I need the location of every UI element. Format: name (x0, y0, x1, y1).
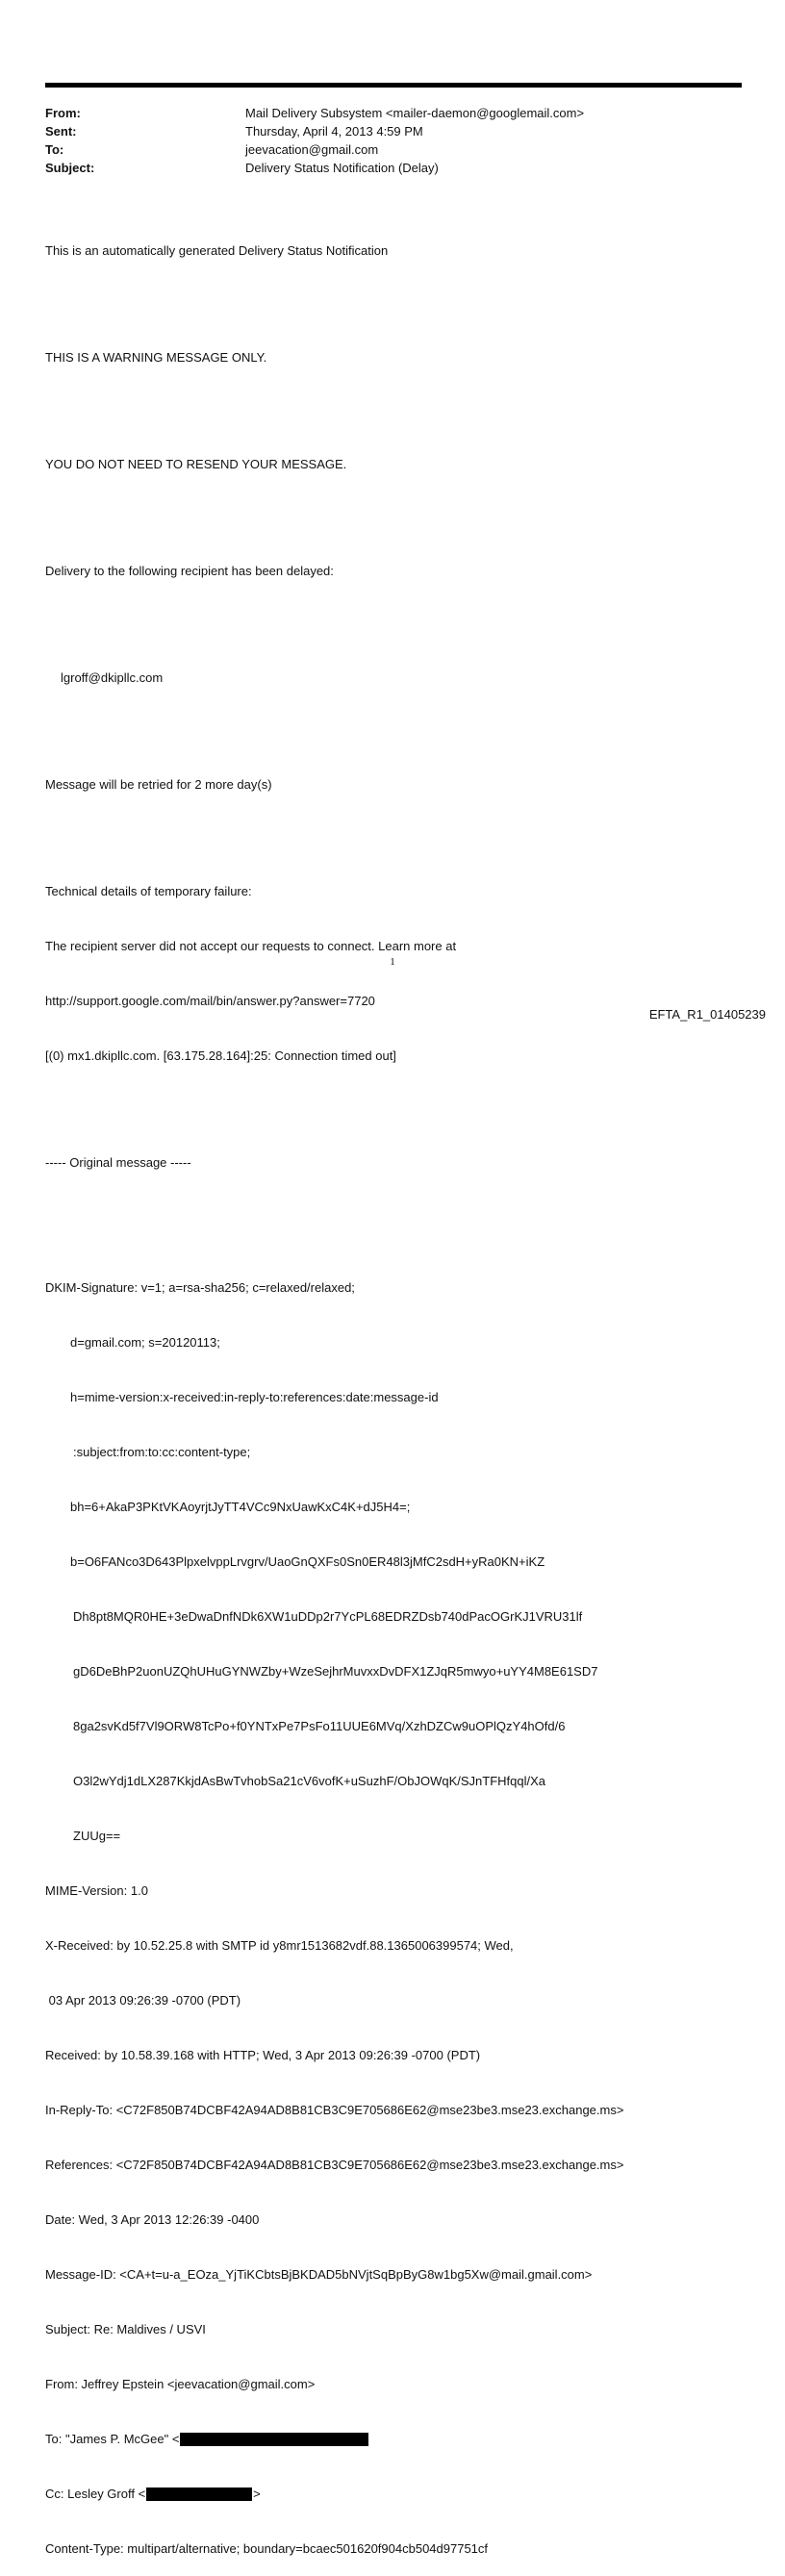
sent-row (45, 122, 738, 140)
content-type-line: Content-Type: multipart/alternative; boundary=bcaec501620f904cb504d97751cf (45, 2541, 489, 2556)
dkim-signature-line: O3l2wYdj1dLX287KkjdAsBwTvhobSa21cV6vofK+uSuzhF/ObJOWqK/SJnTFHfqql/Xa (73, 1774, 545, 1788)
original-from-line: From: Jeffrey Epstein <jeevacation@gmail.com> (45, 2377, 316, 2391)
cc-suffix: > (253, 2487, 261, 2501)
dkim-signature-line: gD6DeBhP2uonUZQhUHuGYNWZby+WzeSejhrMuvxxDvDFX1ZJqR5mwyo+uYY4M8E61SD7 (73, 1664, 598, 1679)
email-body (45, 205, 757, 2576)
x-received-line: 03 Apr 2013 09:26:39 -0700 (PDT) (45, 1993, 241, 2008)
from-value: Mail Delivery Subsystem <mailer-daemon@googlemail.com> (245, 106, 585, 120)
cc-prefix: Cc: Lesley Groff < (45, 2487, 146, 2501)
original-message-marker: ----- Original message ----- (45, 1155, 191, 1170)
header-divider (45, 83, 742, 88)
retry-text: Message will be retried for 2 more day(s) (45, 777, 272, 792)
from-label: From: (45, 106, 81, 120)
message-id-line: Message-ID: <CA+t=u-a_EOza_YjTiKCbtsBjBKDAD5bNVjtSqBpByG8w1bg5Xw@mail.gmail.com> (45, 2267, 593, 2282)
dkim-signature-line: ZUUg== (73, 1829, 121, 1843)
to-prefix: To: "James P. McGee" < (45, 2432, 180, 2446)
subject-row (45, 159, 738, 177)
redaction-box (146, 2488, 252, 2501)
dkim-signature-line: :subject:from:to:cc:content-type; (73, 1445, 251, 1459)
subject-label: Subject: (45, 161, 95, 175)
sent-value: Thursday, April 4, 2013 4:59 PM (245, 124, 423, 139)
redaction-box (180, 2433, 368, 2446)
from-row (45, 104, 738, 122)
dkim-signature-line: bh=6+AkaP3PKtVKAoyrjtJyTT4VCc9NxUawKxC4K+dJ5H4=; (70, 1500, 411, 1514)
tech-details-line: [(0) mx1.dkipllc.com. [63.175.28.164]:25: Connection timed out] (45, 1048, 396, 1063)
email-header (45, 104, 738, 177)
dkim-signature-line: d=gmail.com; s=20120113; (70, 1335, 220, 1350)
dkim-signature-line: 8ga2svKd5f7Vl9ORW8TcPo+f0YNTxPe7PsFo11UUE6MVq/XzhDZCw9uOPlQzY4hOfd/6 (73, 1719, 566, 1733)
to-value: jeevacation@gmail.com (245, 142, 379, 157)
received-line: Received: by 10.58.39.168 with HTTP; Wed, 3 Apr 2013 09:26:39 -0700 (PDT) (45, 2048, 481, 2062)
to-label: To: (45, 142, 64, 157)
dkim-signature-line: b=O6FANco3D643PlpxelvppLrvgrv/UaoGnQXFs0Sn0ER48l3jMfC2sdH+yRa0KN+iKZ (70, 1554, 545, 1569)
tech-details-line: The recipient server did not accept our requests to connect. Learn more at (45, 939, 457, 953)
dkim-signature-line: Dh8pt8MQR0HE+3eDwaDnfNDk6XW1uDDp2r7YcPL68EDRZDsb740dPacOGrKJ1VRU31lf (73, 1609, 583, 1624)
page-number: 1 (390, 956, 395, 968)
recipient-address: lgroff@dkipllc.com (61, 670, 164, 685)
document-id: EFTA_R1_01405239 (648, 1007, 766, 1022)
original-to-line (45, 2430, 757, 2448)
mime-version-line: MIME-Version: 1.0 (45, 1883, 148, 1898)
date-line: Date: Wed, 3 Apr 2013 12:26:39 -0400 (45, 2212, 260, 2227)
original-cc-line (45, 2485, 757, 2503)
tech-details-link: http://support.google.com/mail/bin/answer.py?answer=7720 (45, 994, 375, 1008)
dkim-signature-line: DKIM-Signature: v=1; a=rsa-sha256; c=relaxed/relaxed; (45, 1280, 355, 1295)
delayed-intro-text: Delivery to the following recipient has been delayed: (45, 564, 334, 578)
sent-label: Sent: (45, 124, 77, 139)
dkim-signature-line: h=mime-version:x-received:in-reply-to:references:date:message-id (70, 1390, 439, 1404)
references-line: References: <C72F850B74DCBF42A94AD8B81CB3C9E705686E62@mse23be3.mse23.exchange.ms> (45, 2158, 624, 2172)
original-subject-line: Subject: Re: Maldives / USVI (45, 2322, 206, 2336)
warning-text: THIS IS A WARNING MESSAGE ONLY. (45, 350, 267, 365)
auto-generated-text: This is an automatically generated Delivery Status Notification (45, 243, 389, 258)
to-row (45, 140, 738, 159)
tech-details-title: Technical details of temporary failure: (45, 884, 252, 898)
subject-value: Delivery Status Notification (Delay) (245, 161, 439, 175)
in-reply-to-line: In-Reply-To: <C72F850B74DCBF42A94AD8B81CB3C9E705686E62@mse23be3.mse23.exchange.ms> (45, 2103, 624, 2117)
no-resend-text: YOU DO NOT NEED TO RESEND YOUR MESSAGE. (45, 457, 347, 471)
x-received-line: X-Received: by 10.52.25.8 with SMTP id y8mr1513682vdf.88.1365006399574; Wed, (45, 1938, 514, 1953)
